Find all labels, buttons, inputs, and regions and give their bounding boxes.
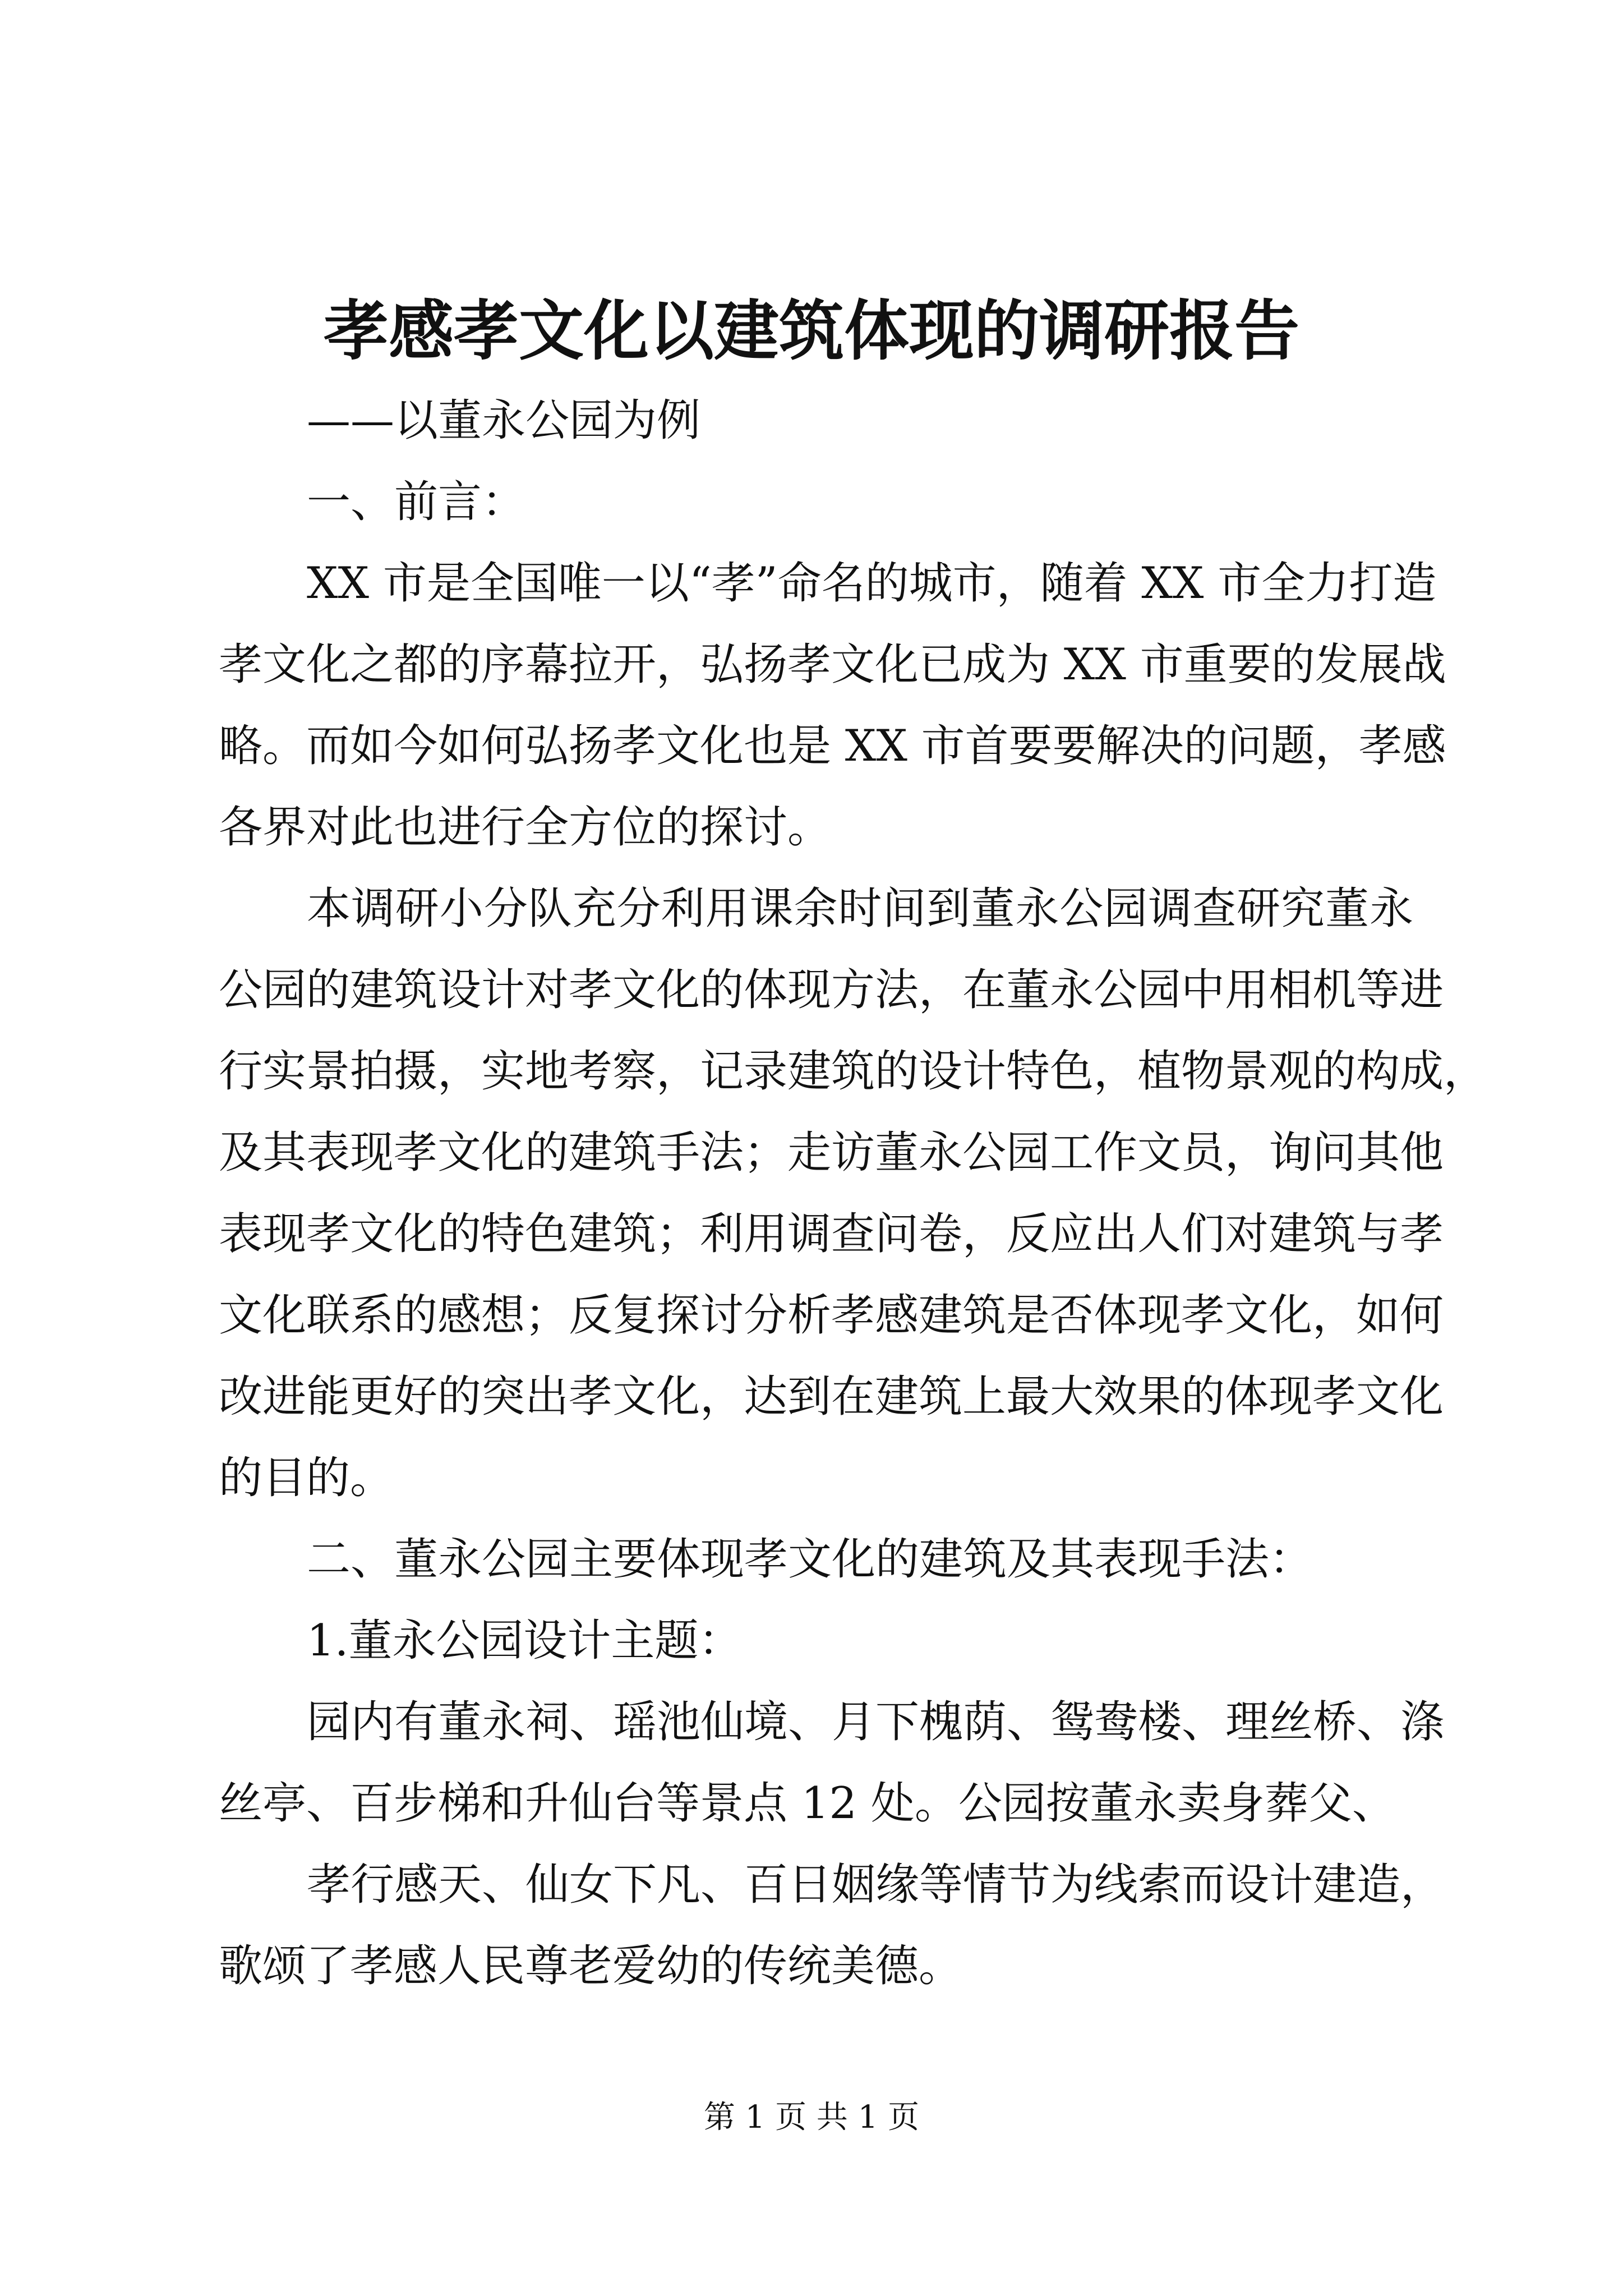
paragraph-line: XX 市是全国唯一以“孝”命名的城市，随着 XX 市全力打造	[307, 558, 1437, 609]
paragraph-line: 公园的建筑设计对孝文化的体现方法，在董永公园中用相机等进	[219, 965, 1444, 1015]
paragraph-line: 文化联系的感想；反复探讨分析孝感建筑是否体现孝文化，如何	[219, 1290, 1444, 1341]
paragraph-line: 园内有董永祠、瑶池仙境、月下槐荫、鸳鸯楼、理丝桥、涤	[307, 1697, 1445, 1747]
section-heading-preface: 一、前言：	[307, 477, 526, 527]
paragraph-line: 及其表现孝文化的建筑手法；走访董永公园工作文员，询问其他	[219, 1128, 1444, 1178]
paragraph-line: 丝亭、百步梯和升仙台等景点 12 处。公园按董永卖身葬父、	[219, 1778, 1396, 1829]
document-title: 孝感孝文化以建筑体现的调研报告	[324, 293, 1299, 369]
paragraph-line: 改进能更好的突出孝文化，达到在建筑上最大效果的体现孝文化	[219, 1372, 1444, 1422]
paragraph-line: 本调研小分队充分利用课余时间到董永公园调查研究董永	[307, 884, 1413, 934]
paragraph-line: 孝行感天、仙女下凡、百日姻缘等情节为线索而设计建造，	[307, 1860, 1445, 1910]
paragraph-line: 行实景拍摄，实地考察，记录建筑的设计特色，植物景观的构成，	[219, 1046, 1488, 1097]
section-heading-buildings: 二、董永公园主要体现孝文化的建筑及其表现手法：	[307, 1534, 1313, 1585]
paragraph-line: 孝文化之都的序幕拉开，弘扬孝文化已成为 XX 市重要的发展战	[219, 639, 1446, 690]
document-subtitle: ——以董永公园为例	[307, 395, 701, 446]
paragraph-line: 略。而如今如何弘扬孝文化也是 XX 市首要要解决的问题，孝感	[219, 721, 1446, 771]
paragraph-line: 各界对此也进行全方位的探讨。	[219, 802, 832, 853]
paragraph-line: 表现孝文化的特色建筑；利用调查问卷，反应出人们对建筑与孝	[219, 1209, 1444, 1259]
page-footer: 第 1 页 共 1 页	[703, 2099, 920, 2136]
paragraph-line: 的目的。	[219, 1453, 394, 1503]
subsection-heading-theme: 1.董永公园设计主题：	[307, 1616, 743, 1666]
paragraph-line: 歌颂了孝感人民尊老爱幼的传统美德。	[219, 1941, 963, 1991]
